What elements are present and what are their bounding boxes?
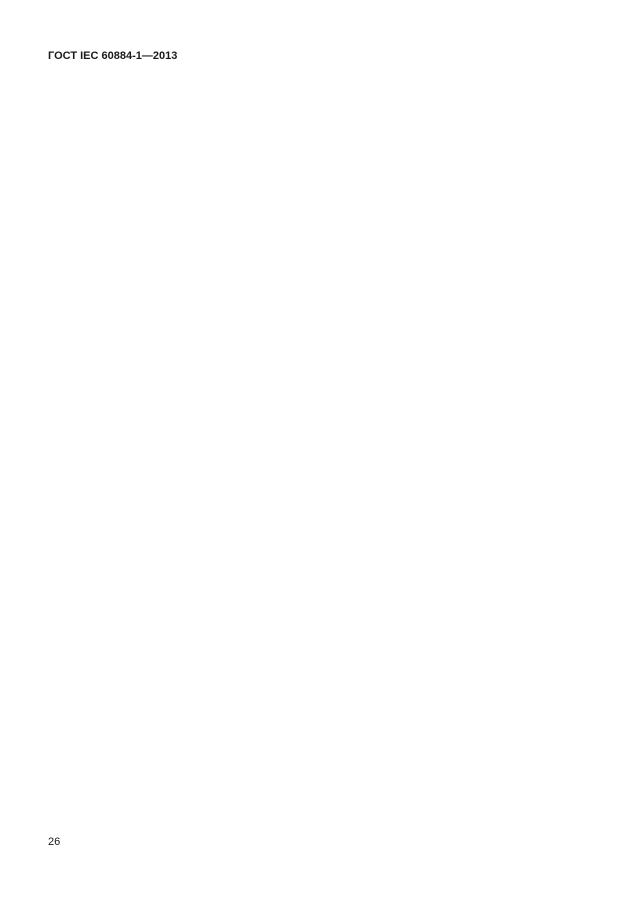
page-number: 26 — [48, 836, 61, 848]
document-header: ГОСТ IEC 60884-1—2013 — [48, 50, 178, 62]
